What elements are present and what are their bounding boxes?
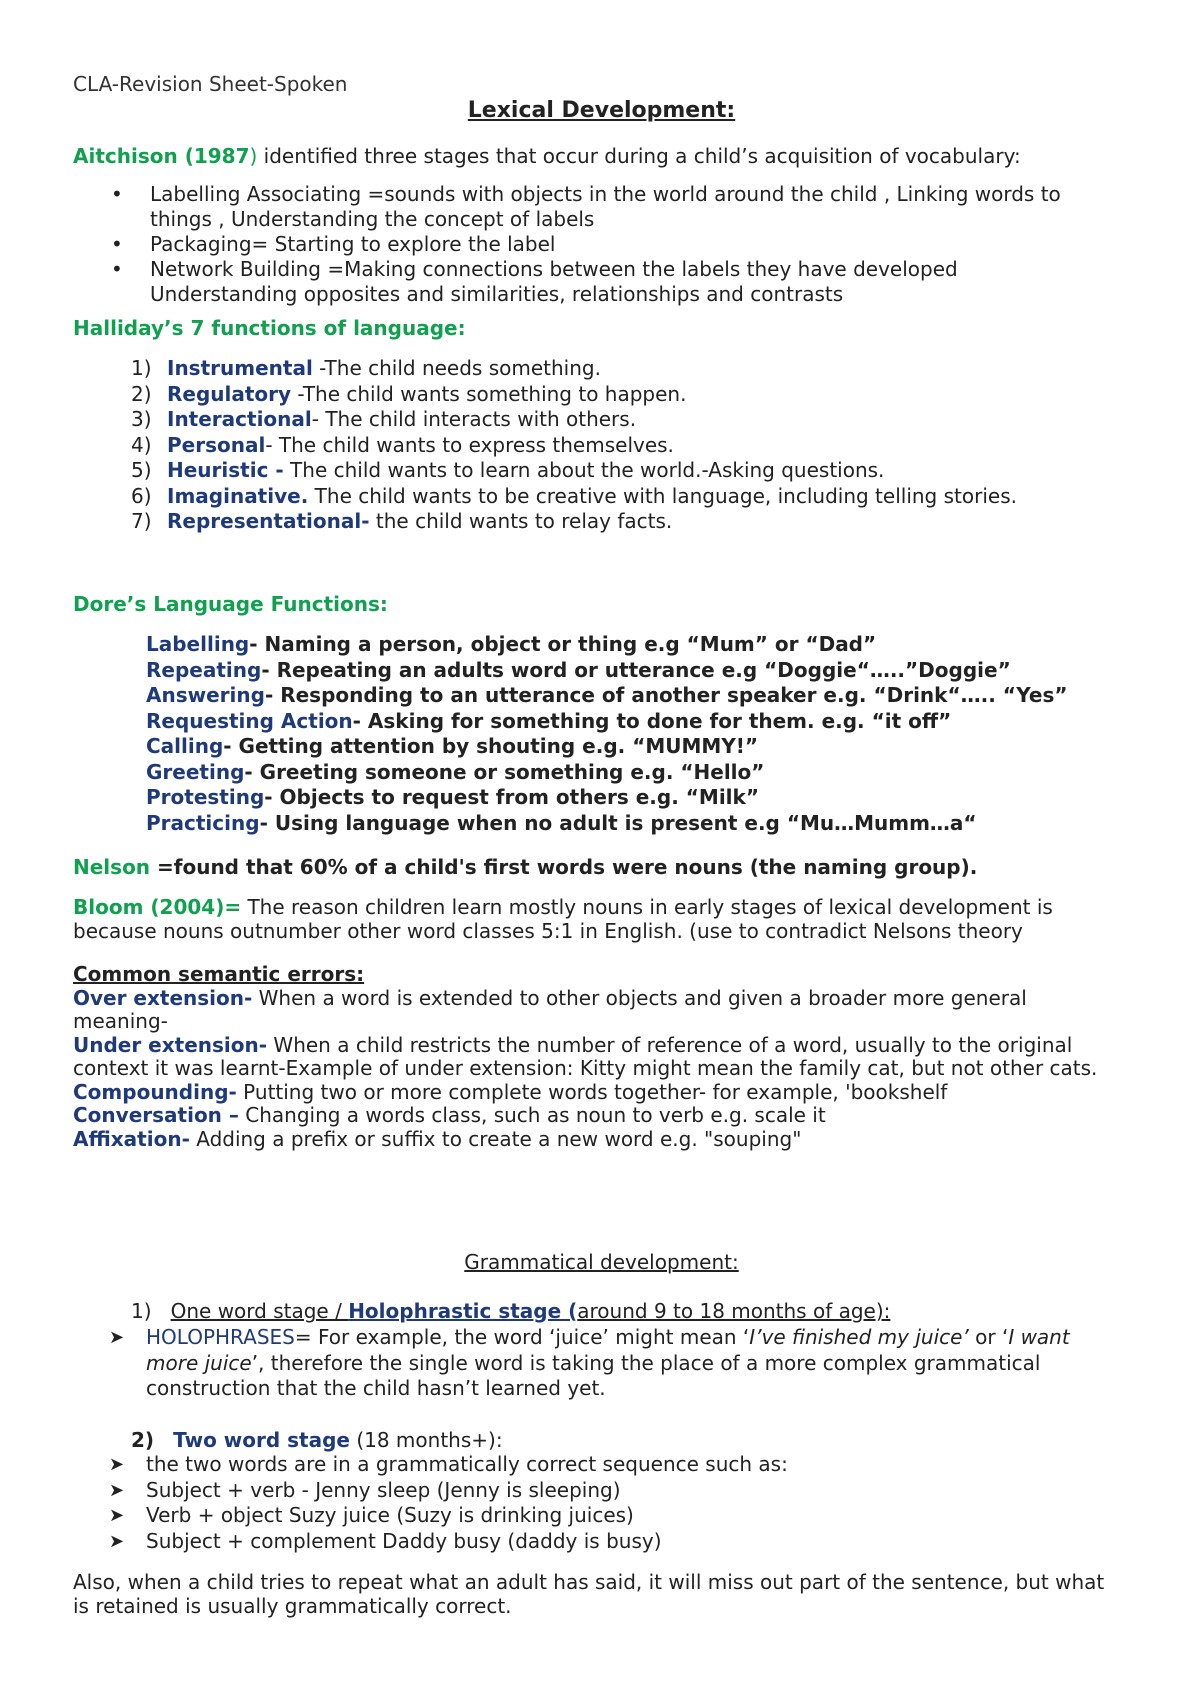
list-item: 6) Imaginative. The child wants to be creative with language, including telling stories.: [131, 483, 1017, 508]
list-item: Answering- Responding to an utterance of another speaker e.g. “Drink“….. “Yes”: [146, 683, 1068, 707]
closing-paragraph: Also, when a child tries to repeat what an adult has said, it will miss out part of the sentence, but what is retained is usually grammatically correct.: [73, 1570, 1105, 1618]
list-item: Conversation – Changing a words class, such as noun to verb e.g. scale it: [73, 1103, 826, 1127]
list-item: Protesting- Objects to request from others e.g. “Milk”: [146, 785, 759, 809]
list-item: Greeting- Greeting someone or something e.g. “Hello”: [146, 759, 765, 784]
aitchison-name: Aitchison (1987: [73, 144, 250, 168]
list-item: 3) Interactional- The child interacts with others.: [131, 407, 637, 431]
list-item: ➤ Subject + verb - Jenny sleep (Jenny is sleeping): [109, 1477, 621, 1502]
list-item: ➤ the two words are in a grammatically correct sequence such as:: [109, 1452, 788, 1476]
list-item: • Packaging= Starting to explore the label: [111, 232, 556, 256]
aitchison-intro: Aitchison (1987) identified three stages that occur during a child’s acquisition of vocabulary:: [73, 144, 1021, 168]
list-item: meaning-: [73, 1009, 168, 1033]
list-item: 1) Instrumental -The child needs something.: [131, 356, 601, 380]
list-item: Calling- Getting attention by shouting e.g. “MUMMY!”: [146, 734, 759, 758]
lexical-title: Lexical Development:: [467, 98, 736, 123]
aitchison-stages-list: [73, 182, 1130, 307]
list-item: 4) Personal- The child wants to express themselves.: [131, 432, 674, 457]
halliday-heading: Halliday’s 7 functions of language:: [73, 316, 466, 340]
list-item: Requesting Action- Asking for something to done for them. e.g. “it off”: [146, 708, 952, 733]
list-item: ➤ Verb + object Suzy juice (Suzy is drinking juices): [109, 1503, 634, 1527]
list-item: 7) Representational- the child wants to relay facts.: [131, 509, 673, 533]
dore-heading: Dore’s Language Functions:: [73, 592, 388, 616]
list-item: ➤ HOLOPHRASES= For example, the word ‘juice’ might mean ‘I’ve finished my juice’ or ‘I want more juice’, therefore the single word is taking the place of a more complex grammatical construction that the child hasn’t learned yet.: [109, 1325, 1070, 1400]
stage1-list: [73, 1325, 1130, 1402]
list-item: 5) Heuristic - The child wants to learn about the world.-Asking questions.: [131, 458, 885, 482]
list-item: Under extension- When a child restricts the number of reference of a word, usually to the original: [73, 1032, 1073, 1057]
list-item: ➤ Subject + complement Daddy busy (daddy is busy): [109, 1528, 662, 1553]
halliday-list: [73, 356, 1130, 535]
list-item: context it was learnt-Example of under extension: Kitty might mean the family cat, but not other cats.: [73, 1056, 1098, 1080]
list-item: • Network Building =Making connections between the labels they have developed Understanding opposites and similarities, relationships and contrasts: [111, 257, 958, 306]
list-item: Practicing- Using language when no adult is present e.g “Mu…Mumm…a“: [146, 810, 977, 835]
list-item: Labelling- Naming a person, object or thing e.g “Mum” or “Dad”: [146, 632, 877, 656]
errors-heading: Common semantic errors:: [73, 962, 365, 986]
dore-list: [73, 632, 1130, 836]
page-header: CLA-Revision Sheet-Spoken: [73, 72, 348, 96]
list-item: Over extension- When a word is extended to other objects and given a broader more general: [73, 985, 1027, 1010]
list-item: Repeating- Repeating an adults word or utterance e.g “Doggie“…..”Doggie”: [146, 657, 1011, 682]
grammatical-title: Grammatical development:: [464, 1250, 739, 1274]
list-item: Affixation- Adding a prefix or suffix to create a new word e.g. "souping": [73, 1126, 802, 1151]
stage2-list: [73, 1452, 1130, 1554]
list-item: Compounding- Putting two or more complete words together- for example, 'bookshelf: [73, 1079, 948, 1104]
bloom-line: Bloom (2004)= The reason children learn mostly nouns in early stages of lexical development is because nouns outnumber other word classes 5:1 in English. (use to contradict Nelsons theory: [73, 895, 1053, 943]
semantic-errors: [73, 963, 1130, 1151]
nelson-line: Nelson =found that 60% of a child's first words were nouns (the naming group).: [73, 855, 978, 879]
list-item: 2) Regulatory -The child wants something to happen.: [131, 381, 687, 406]
stage2-heading: 2) Two word stage (18 months+):: [131, 1428, 503, 1452]
list-item: • Labelling Associating =sounds with objects in the world around the child , Linking words to things , Understanding the concept of labels: [111, 182, 1061, 231]
stage1-heading: 1) One word stage / Holophrastic stage (around 9 to 18 months of age):: [131, 1299, 891, 1323]
